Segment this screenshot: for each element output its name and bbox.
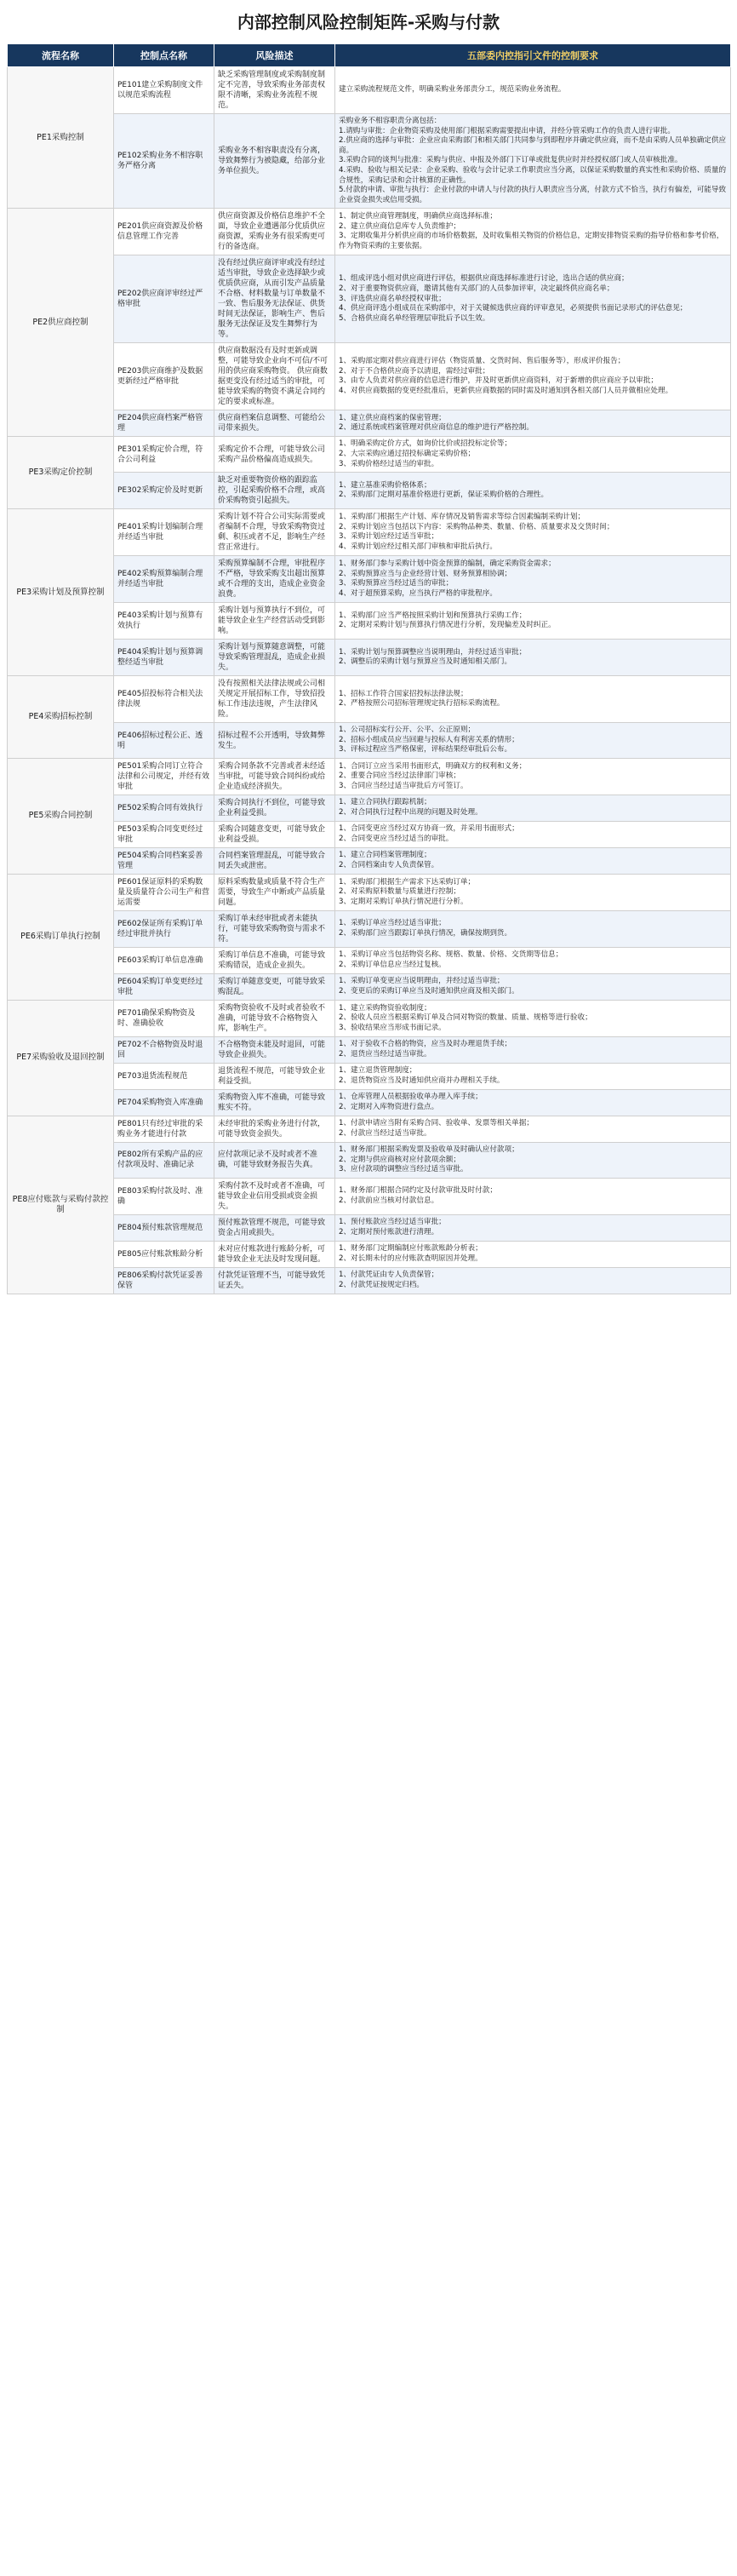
risk-description-cell: 缺乏对重要物资价格的跟踪监控，引起采购价格不合理，或高价采购物资引起损失。 [214,473,335,509]
control-point-cell: PE704采购物资入库准确 [114,1089,214,1116]
control-point-cell: PE404采购计划与预算调整经适当审批 [114,640,214,676]
requirement-cell: 1、采购订单应当包括物资名称、规格、数量、价格、交货期等信息； 2、采购订单信息应当经过复核。 [335,947,731,973]
risk-description-cell: 采购预算编制不合理，审批程序不严格，导致采购支出超出预算或不合理的支出，造成企业资金浪费。 [214,556,335,603]
control-point-cell: PE802所有采购产品的应付款项及时、准确记录 [114,1142,214,1178]
risk-description-cell: 采购合同条款不完善或者未经适当审批，可能导致合同纠纷或给企业造成经济损失。 [214,758,335,795]
risk-control-matrix-table [7,43,731,1294]
risk-description-cell: 采购计划与预算随意调整，可能导致采购管理混乱，造成企业损失。 [214,640,335,676]
flow-name-cell: PE2供应商控制 [8,209,114,437]
risk-description-cell: 合同档案管理混乱，可能导致合同丢失或泄密。 [214,847,335,874]
table-row [8,910,731,947]
page-title: 内部控制风险控制矩阵-采购与付款 [237,12,500,32]
risk-description-cell: 采购订单随意变更，可能导致采购混乱。 [214,973,335,1000]
risk-description-cell: 采购合同执行不到位，可能导致企业利益受损。 [214,795,335,821]
requirement-cell: 采购业务不相容职责分离包括： 1.请购与审批：企业物资采购及使用部门根据采购需要提出申请，并经分管采购工作的负责人进行审批。 2.供应商的选择与审批：企业应由采购部门和相关部门共同参与到即程序并确定供应商，而不是由采购人员单独确定供应商。 3.采购合同的谈判与批准：采购与供应、申报及外部门下订单或批复供应时并经授权部门或人员审核批准。 4.采购、验收与相关记录：企业采购、验收与会计记录工作职责应当分离，以保证采购数量的真实性和采购价格、质量的合规性，采购记录和会计核算的正确性。 5.付款的申请、审批与执行：企业付款的申请人与付款的执行人职责应当分离，付款方式不恰当，执行有偏差，可能导致企业资金损失或信用受损。 [335,114,731,209]
table-row [8,603,731,640]
risk-description-cell: 采购付款不及时或者不准确，可能导致企业信用受损或资金损失。 [214,1178,335,1214]
table-row [8,676,731,723]
table-row [8,795,731,821]
requirement-cell: 1、预付账款应当经过适当审批； 2、定期对预付账款进行清理。 [335,1214,731,1241]
requirement-cell: 建立采购流程规范文件，明确采购业务部责分工，规范采购业务流程。 [335,67,731,114]
risk-description-cell: 采购业务不相容职责没有分离，导致舞弊行为被隐藏，给部分业务单位损失。 [214,114,335,209]
control-point-cell: PE805应付账款账龄分析 [114,1241,214,1267]
table-row [8,343,731,410]
requirement-cell: 1、明确采购定价方式，如询价比价或招投标定价等； 2、大宗采购应通过招投标确定采购价格； 3、采购价格经过适当的审批。 [335,437,731,473]
table-row [8,1036,731,1063]
table-row [8,723,731,759]
risk-description-cell: 应付款项记录不及时或者不准确，可能导致财务报告失真。 [214,1142,335,1178]
control-point-cell: PE701确保采购物资及时、准确验收 [114,1000,214,1036]
control-point-cell: PE203供应商维护及数据更新经过严格审批 [114,343,214,410]
risk-description-cell: 缺乏采购管理制度或采购制度制定不完善，导致采购业务部责权限不清晰，采购业务流程不规范。 [214,67,335,114]
risk-description-cell: 不合格物资未能及时退回，可能导致企业损失。 [214,1036,335,1063]
control-point-cell: PE301采购定价合理，符合公司利益 [114,437,214,473]
risk-description-cell: 退货流程不规范，可能导致企业利益受损。 [214,1063,335,1089]
control-point-cell: PE502采购合同有效执行 [114,795,214,821]
requirement-cell: 1、采购部门根据生产计划、库存情况及销售需求等综合因素编制采购计划； 2、采购计划应当包括以下内容：采购物品种类、数量、价格、质量要求及交货时间； 3、采购计划应经过适当审批； 4、采购计划应经过相关部门审核和审批后执行。 [335,509,731,556]
risk-description-cell: 采购订单未经审批或者未能执行，可能导致采购物资与需求不符。 [214,910,335,947]
table-row [8,556,731,603]
requirement-cell: 1、建立合同档案管理制度； 2、合同档案由专人负责保管。 [335,847,731,874]
requirement-cell: 1、招标工作符合国家招投标法律法规； 2、严格按照公司招标管理规定执行招标采购流程。 [335,676,731,723]
requirement-cell: 1、建立采购物资验收制度； 2、验收人员应当根据采购订单及合同对物资的数量、质量、规格等进行验收； 3、验收结果应当形成书面记录。 [335,1000,731,1036]
risk-description-cell: 没有按照相关法律法规或公司相关规定开展招标工作，导致招投标工作违法违规，产生法律风险。 [214,676,335,723]
control-point-cell: PE804预付账款管理规范 [114,1214,214,1241]
control-point-cell: PE503采购合同变更经过审批 [114,821,214,847]
table-row [8,758,731,795]
table-row [8,1000,731,1036]
table-row [8,847,731,874]
risk-description-cell: 供应商数据没有及时更新或调整，可能导致企业向不可信/不可用的供应商采购物资。 供应商数据更变没有经过适当的审批，可能导致采购的物资不满足合同约定的要求或标准。 [214,343,335,410]
table-row [8,209,731,255]
risk-description-cell: 招标过程不公开透明，导致舞弊发生。 [214,723,335,759]
risk-description-cell: 供应商档案信息调整、可能给公司带来损失。 [214,410,335,437]
table-row [8,255,731,343]
requirement-cell: 1、财务部门根据采购发票及验收单及时确认应付款项； 2、定期与供应商核对应付款项余额； 3、应付款项的调整应当经过适当审批。 [335,1142,731,1178]
flow-name-cell: PE4采购招标控制 [8,676,114,759]
header-requirement: 五部委内控指引文件的控制要求 [335,44,731,67]
flow-name-cell: PE6采购订单执行控制 [8,874,114,1000]
table-body [8,67,731,1294]
control-point-cell: PE604采购订单变更经过审批 [114,973,214,1000]
risk-description-cell: 付款凭证管理不当，可能导致凭证丢失。 [214,1267,335,1294]
requirement-cell: 1、采购部定期对供应商进行评估（物资质量、交货时间、售后服务等），形成评价报告； 2、对于不合格供应商予以清退，需经过审批； 3、由专人负责对供应商的信息进行维护，并及时更新供应商资料，对于新增的供应商应予以审批； 4、对供应商数据的变更经批准后，更新供应商数据的同时需及时通知到各相关部门人员并做相应处理。 [335,343,731,410]
table-row [8,1214,731,1241]
flow-name-cell: PE7采购验收及退回控制 [8,1000,114,1116]
flow-name-cell: PE5采购合同控制 [8,758,114,874]
risk-description-cell: 原料采购数量或质量不符合生产需要，导致生产中断或产品质量问题。 [214,874,335,910]
control-point-cell: PE201供应商资源及价格信息管理工作完善 [114,209,214,255]
risk-description-cell: 采购定价不合理，可能导致公司采购产品价格偏高造成损失。 [214,437,335,473]
risk-description-cell: 没有经过供应商评审或没有经过适当审批，导致企业选择缺少或优质供应商，从而引发产品质量不合格、材料数量与订单数量不一致、售后服务无法保证、供货时间无法保证，影响生产、售后服务无法保证及发生舞弊行为等。 [214,255,335,343]
table-row [8,410,731,437]
control-point-cell: PE603采购订单信息准确 [114,947,214,973]
flow-name-cell: PE3采购计划及预算控制 [8,509,114,676]
table-row [8,1142,731,1178]
requirement-cell: 1、建立合同执行跟踪机制； 2、对合同执行过程中出现的问题及时处理。 [335,795,731,821]
requirement-cell: 1、采购订单应当经过适当审批； 2、采购部门应当跟踪订单执行情况，确保按期到货。 [335,910,731,947]
control-point-cell: PE806采购付款凭证妥善保管 [114,1267,214,1294]
table-row [8,1178,731,1214]
requirement-cell: 1、组成评选小组对供应商进行评估，根据供应商选择标准进行讨论，选出合适的供应商； 2、对于重要物资供应商，邀请其他有关部门的人员参加评审，决定最终供应商名单； 3、评选供应商名单经授权审批； 4、供应商评选小组成员在采购部中，对于关键候选供应商的评审意见，必须提供书面记录形式的评估意见； 5、合格供应商名单经管理层审批后予以生效。 [335,255,731,343]
requirement-cell: 1、财务部门定期编制应付账款账龄分析表； 2、对长期未付的应付账款查明原因并处理。 [335,1241,731,1267]
control-point-cell: PE801只有经过审批的采购业务才能进行付款 [114,1116,214,1142]
risk-description-cell: 未经审批的采购业务进行付款，可能导致资金损失。 [214,1116,335,1142]
risk-description-cell: 采购物资入库不准确，可能导致账实不符。 [214,1089,335,1116]
control-point-cell: PE601保证原料的采购数量及质量符合公司生产和营运需要 [114,874,214,910]
table-row [8,874,731,910]
table-row [8,1063,731,1089]
header-risk: 风险描述 [214,44,335,67]
control-point-cell: PE204供应商档案严格管理 [114,410,214,437]
requirement-cell: 1、合同变更应当经过双方协商一致，并采用书面形式； 2、合同变更应当经过适当的审批。 [335,821,731,847]
table-row [8,67,731,114]
table-row [8,473,731,509]
requirement-cell: 1、公司招标实行公开、公平、公正原则； 2、招标小组成员应当回避与投标人有利害关系的情形； 3、评标过程应当严格保密，评标结果经审批后公布。 [335,723,731,759]
header-control: 控制点名称 [114,44,214,67]
control-point-cell: PE405招投标符合相关法律法规 [114,676,214,723]
table-row [8,1089,731,1116]
control-point-cell: PE401采购计划编制合理并经适当审批 [114,509,214,556]
flow-name-cell: PE1采购控制 [8,67,114,209]
requirement-cell: 1、采购订单变更应当说明理由，并经过适当审批； 2、变更后的采购订单应当及时通知供应商及相关部门。 [335,973,731,1000]
requirement-cell: 1、合同订立应当采用书面形式，明确双方的权利和义务； 2、重要合同应当经过法律部门审核； 3、合同应当经过适当审批后方可签订。 [335,758,731,795]
risk-description-cell: 供应商资源及价格信息维护不全面，导致企业遭遇部分优质供应商资源，采购业务有很采购更可行的备选商。 [214,209,335,255]
requirement-cell: 1、制定供应商管理制度，明确供应商选择标准； 2、建立供应商信息库专人负责维护； 3、定期收集并分析供应商的市场价格数据，及时收集相关物资的价格信息，定期安排物资采购的指导价格和参考价格，作为物资采购的主要依据。 [335,209,731,255]
requirement-cell: 1、采购部门根据生产需求下达采购订单； 2、对采购原料数量与质量进行控制； 3、定期对采购订单执行情况进行分析。 [335,874,731,910]
table-row [8,947,731,973]
requirement-cell: 1、对于验收不合格的物资，应当及时办理退货手续； 2、退货应当经过适当审批。 [335,1036,731,1063]
control-point-cell: PE702不合格物资及时退回 [114,1036,214,1063]
table-row [8,640,731,676]
table-row [8,114,731,209]
risk-description-cell: 采购合同随意变更，可能导致企业利益受损。 [214,821,335,847]
requirement-cell: 1、建立供应商档案的保密管理； 2、通过系统或档案管理对供应商信息的维护进行严格控制。 [335,410,731,437]
table-header-row [8,44,731,67]
risk-description-cell: 采购计划与预算执行不到位，可能导致企业生产经营活动受到影响。 [214,603,335,640]
requirement-cell: 1、仓库管理人员根据验收单办理入库手续； 2、定期对入库物资进行盘点。 [335,1089,731,1116]
table-row [8,1267,731,1294]
requirement-cell: 1、付款申请应当附有采购合同、验收单、发票等相关单据； 2、付款应当经过适当审批。 [335,1116,731,1142]
requirement-cell: 1、采购计划与预算调整应当说明理由，并经过适当审批； 2、调整后的采购计划与预算应当及时通知相关部门。 [335,640,731,676]
header-flow: 流程名称 [8,44,114,67]
risk-description-cell: 未对应付账款进行账龄分析，可能导致企业无法及时发现问题。 [214,1241,335,1267]
requirement-cell: 1、付款凭证由专人负责保管； 2、付款凭证按规定归档。 [335,1267,731,1294]
table-row [8,821,731,847]
table-row [8,1116,731,1142]
flow-name-cell: PE8应付账款与采购付款控制 [8,1116,114,1294]
requirement-cell: 1、财务部门根据合同约定及付款审批及时付款； 2、付款前应当核对付款信息。 [335,1178,731,1214]
risk-description-cell: 采购计划不符合公司实际需要或者编制不合理，导致采购物资过剩、积压或者不足，影响生产经营正常进行。 [214,509,335,556]
control-point-cell: PE102采购业务不相容职务严格分离 [114,114,214,209]
control-point-cell: PE406招标过程公正、透明 [114,723,214,759]
requirement-cell: 1、财务部门参与采购计划中资金预算的编制，确定采购资金需求； 2、采购预算应当与企业经营计划、财务预算相协调； 3、采购预算应当经过适当的审批； 4、对于超预算采购，应当执行严格的审批程序。 [335,556,731,603]
control-point-cell: PE202供应商评审经过严格审批 [114,255,214,343]
control-point-cell: PE501采购合同订立符合法律和公司规定，并经有效审批 [114,758,214,795]
table-row [8,509,731,556]
table-row [8,973,731,1000]
control-point-cell: PE101建立采购制度文件以规范采购流程 [114,67,214,114]
control-point-cell: PE403采购计划与预算有效执行 [114,603,214,640]
control-point-cell: PE602保证所有采购订单经过审批并执行 [114,910,214,947]
control-point-cell: PE302采购定价及时更新 [114,473,214,509]
table-row [8,437,731,473]
risk-description-cell: 预付账款管理不规范，可能导致资金占用或损失。 [214,1214,335,1241]
control-point-cell: PE402采购预算编制合理并经适当审批 [114,556,214,603]
control-point-cell: PE703退货流程规范 [114,1063,214,1089]
control-point-cell: PE504采购合同档案妥善管理 [114,847,214,874]
control-point-cell: PE803采购付款及时、准确 [114,1178,214,1214]
risk-description-cell: 采购物资验收不及时或者验收不准确，可能导致不合格物资入库，影响生产。 [214,1000,335,1036]
table-row [8,1241,731,1267]
flow-name-cell: PE3采购定价控制 [8,437,114,509]
requirement-cell: 1、建立基准采购价格体系； 2、采购部门定期对基准价格进行更新，保证采购价格的合理性。 [335,473,731,509]
requirement-cell: 1、采购部门应当严格按照采购计划和预算执行采购工作； 2、定期对采购计划与预算执行情况进行分析，发现偏差及时纠正。 [335,603,731,640]
risk-description-cell: 采购订单信息不准确，可能导致采购错误，造成企业损失。 [214,947,335,973]
requirement-cell: 1、建立退货管理制度； 2、退货物资应当及时通知供应商并办理相关手续。 [335,1063,731,1089]
